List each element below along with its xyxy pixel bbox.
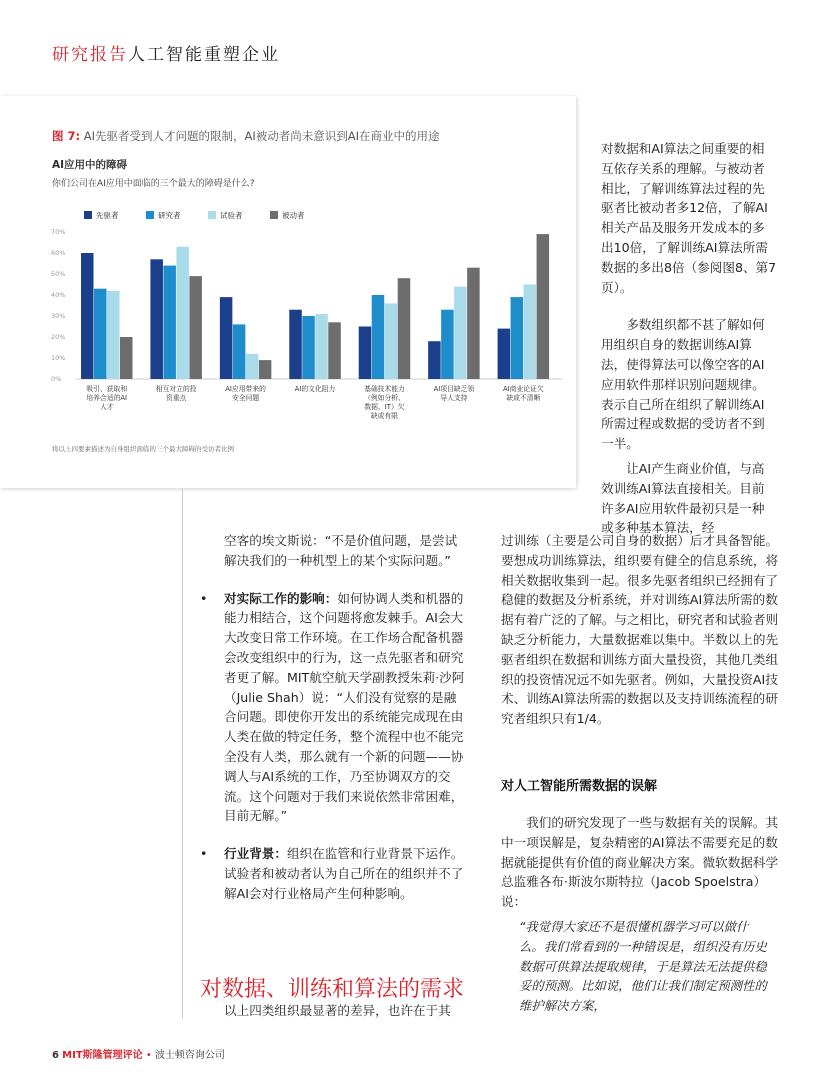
x-tick-label: 吸引、获取和 (86, 385, 128, 393)
bar (120, 337, 133, 379)
section-heading: 对人工智能所需数据的误解 (501, 779, 658, 794)
figure-caption (52, 128, 440, 144)
legend-swatch (270, 211, 278, 219)
bar (467, 268, 480, 379)
x-tick-label: 缺或不清晰 (506, 394, 541, 402)
footer-publisher: 波士顿咨询公司 (154, 1050, 225, 1061)
x-tick-label: 培养合适的AI (86, 394, 128, 402)
bar (81, 253, 94, 379)
legend-swatch (146, 211, 154, 219)
bar (150, 259, 163, 379)
bar (372, 295, 385, 379)
bar (498, 329, 511, 379)
bar (233, 324, 246, 379)
y-tick-label: 40% (51, 291, 66, 299)
x-tick-label: 相互对立的投 (155, 385, 197, 393)
column-top (601, 139, 777, 454)
page-footer (52, 1046, 225, 1061)
bar (537, 234, 550, 379)
bullet-dot: • (200, 846, 208, 862)
bar (189, 276, 202, 379)
y-tick-label: 50% (51, 270, 66, 278)
x-tick-label: 人才 (99, 403, 114, 411)
bar (524, 285, 537, 380)
legend-label: 试验者 (220, 211, 243, 220)
figure-caption-text: AI先驱者受到人才问题的限制，AI被动者尚未意识到AI在商业中的用途 (83, 129, 440, 143)
chart-footnote: 将以上四要素描述为自身组织面临的三个最大障碍的受访者比例 (52, 445, 234, 453)
bar (220, 297, 233, 379)
x-tick-label: 缺或有限 (370, 412, 399, 420)
column-right (501, 531, 781, 729)
x-tick-label: AI应用带来的 (225, 385, 266, 393)
bar (259, 360, 272, 379)
bar (315, 314, 328, 379)
x-tick-label: 导人支持 (440, 394, 468, 402)
x-tick-label: 基础技术能力 (364, 385, 405, 393)
paragraph-differences-text: 以上四类组织最显著的差异，也许在于其 (224, 1003, 451, 1018)
legend-swatch (208, 211, 216, 219)
bar (511, 297, 523, 379)
y-tick-label: 0% (51, 375, 62, 383)
y-tick-label: 30% (51, 312, 66, 320)
bullet-work-impact (200, 589, 468, 827)
bar (289, 310, 302, 379)
column-mid (601, 459, 777, 538)
x-tick-label: AI的文化阻力 (294, 385, 336, 393)
x-tick-label: AI项目缺乏领 (433, 385, 475, 393)
column-left (200, 531, 468, 904)
bar (441, 310, 454, 379)
legend-swatch (84, 211, 92, 219)
bullet-text: 如何协调人类和机器的能力相结合，这个问题将愈发棘手。AI会大大改变日常工作环境。在工作场合配备机器会改变组织中的行为，这一点先驱者和研究者更了解。MIT航空航天学副教授朱莉·沙阿（Julie Shah）说：“人们没有觉察的是融合问题。即使你开发出的系统能完成现在由人类在做的特定任务，整个流程中也不能完全没有人类，那么就有一个新的问题——协调人与AI系统的工作，乃至协调双方的交流。这个问题对于我们来说依然非常困难，目前无解。” (224, 590, 465, 824)
x-tick-label: （例如分析、 (364, 394, 405, 402)
legend-label: 被动者 (282, 211, 305, 220)
page-header (52, 40, 280, 65)
bar (302, 316, 315, 379)
paragraph-organizations: 多数组织都不甚了解如何用组织自身的数据训练AI算法，使得算法可以像空客的AI应用软件那样识别问题规律。表示自己所在组织了解训练AI所需过程或数据的受访者不到一半。 (601, 317, 765, 452)
page-number: 6 (52, 1050, 59, 1061)
chart-title: AI应用中的障碍 (52, 159, 128, 171)
bar (163, 266, 176, 379)
bar (385, 303, 398, 379)
paragraph-data-algorithm: 对数据和AI算法之间重要的相互依存关系的理解。与被动者相比，了解训练算法过程的先驱者比被动者多12倍，了解AI相关产品及服务开发成本的多出10倍，了解训练AI算法所需数据的多出8倍（参阅图8、第7页）。 (601, 141, 777, 295)
bar (359, 327, 372, 380)
chart-question: 你们公司在AI应用中面临的三个最大的障碍是什么? (52, 179, 255, 189)
bar (398, 278, 411, 379)
paragraph-business-value: 让AI产生商业价值，与高效训练AI算法直接相关。目前许多AI应用软件最初只是一种或多种基本算法，经 (601, 461, 765, 536)
x-tick-label: 资重点 (165, 394, 187, 402)
paragraph-training: 过训练（主要是公司自身的数据）后才具备智能。要想成功训练算法，组织要有健全的信息系统，将相关数据收集到一起。很多先驱者组织已经拥有了稳健的数据及分析系统，并对训练AI算法所需的数据有着广泛的了解。与之相比，研究者和试验者则缺乏分析能力，大量数据难以集中。半数以上的先驱者组织在数据和训练方面大量投资，其他几类组织的投资情况远不如先驱者。例如，大量投资AI技术、训练AI算法所需的数据以及支持训练流程的研究者组织只有1/4。 (501, 533, 779, 727)
footer-brand: MIT斯隆管理评论 (62, 1050, 143, 1061)
bullet-industry-context (200, 844, 468, 903)
legend-label: 研究者 (158, 211, 181, 220)
header-section: 研究报告 (52, 45, 128, 65)
header-title: 人工智能重塑企业 (128, 45, 280, 65)
paragraph-misconception: 我们的研究发现了一些与数据有关的误解。其中一项误解是，复杂精密的AI算法不需要充足的数据就能提供有价值的商业解决方案。微软数据科学总监雅各布·斯波尔斯特拉（Jacob Spoelstra）说： (501, 815, 779, 910)
bar (107, 291, 120, 379)
paragraph-airbus-quote: 空客的埃文斯说：“不是价值问题，是尝试解决我们的一种机型上的某个实际问题。” (224, 533, 458, 568)
bar (428, 341, 441, 379)
section-heading-large: 对数据、训练和算法的需求 (200, 977, 465, 1002)
y-tick-label: 10% (51, 354, 66, 362)
bar (94, 289, 107, 379)
y-tick-label: 70% (51, 228, 66, 236)
legend-label: 先驱者 (96, 211, 119, 220)
bullet-label: 行业背景： (224, 846, 287, 862)
bar (328, 322, 341, 379)
bullet-text: 组织在监管和行业背景下运作。试验者和被动者认为自己所在的组织并不了解AI会对行业格局产生何种影响。 (224, 846, 464, 901)
bullet-dot: • (200, 590, 208, 606)
paragraph-differences (224, 1001, 484, 1021)
x-tick-label: AI商业论证欠 (503, 385, 544, 393)
y-tick-label: 60% (51, 249, 66, 257)
bar (454, 287, 467, 379)
bar-chart (40, 200, 570, 440)
figure-label: 图 7: (52, 129, 81, 143)
paragraph-misconception-wrap (501, 813, 781, 912)
column-divider (182, 489, 183, 1019)
bar (176, 247, 189, 379)
pull-quote: “我觉得大家还不是很懂机器学习可以做什么。我们常看到的一种错误是，组织没有历史数据可供算法提取规律，于是算法无法提供稳妥的预测。比如说，他们让我们制定预测性的维护解决方案， (519, 919, 767, 1014)
footer-separator: • (145, 1050, 152, 1061)
bar (246, 354, 259, 379)
y-tick-label: 20% (51, 333, 66, 341)
x-tick-label: 数据、IT）欠 (364, 403, 405, 411)
bullet-label: 对实际工作的影响： (224, 590, 338, 606)
x-tick-label: 安全问题 (232, 394, 260, 402)
